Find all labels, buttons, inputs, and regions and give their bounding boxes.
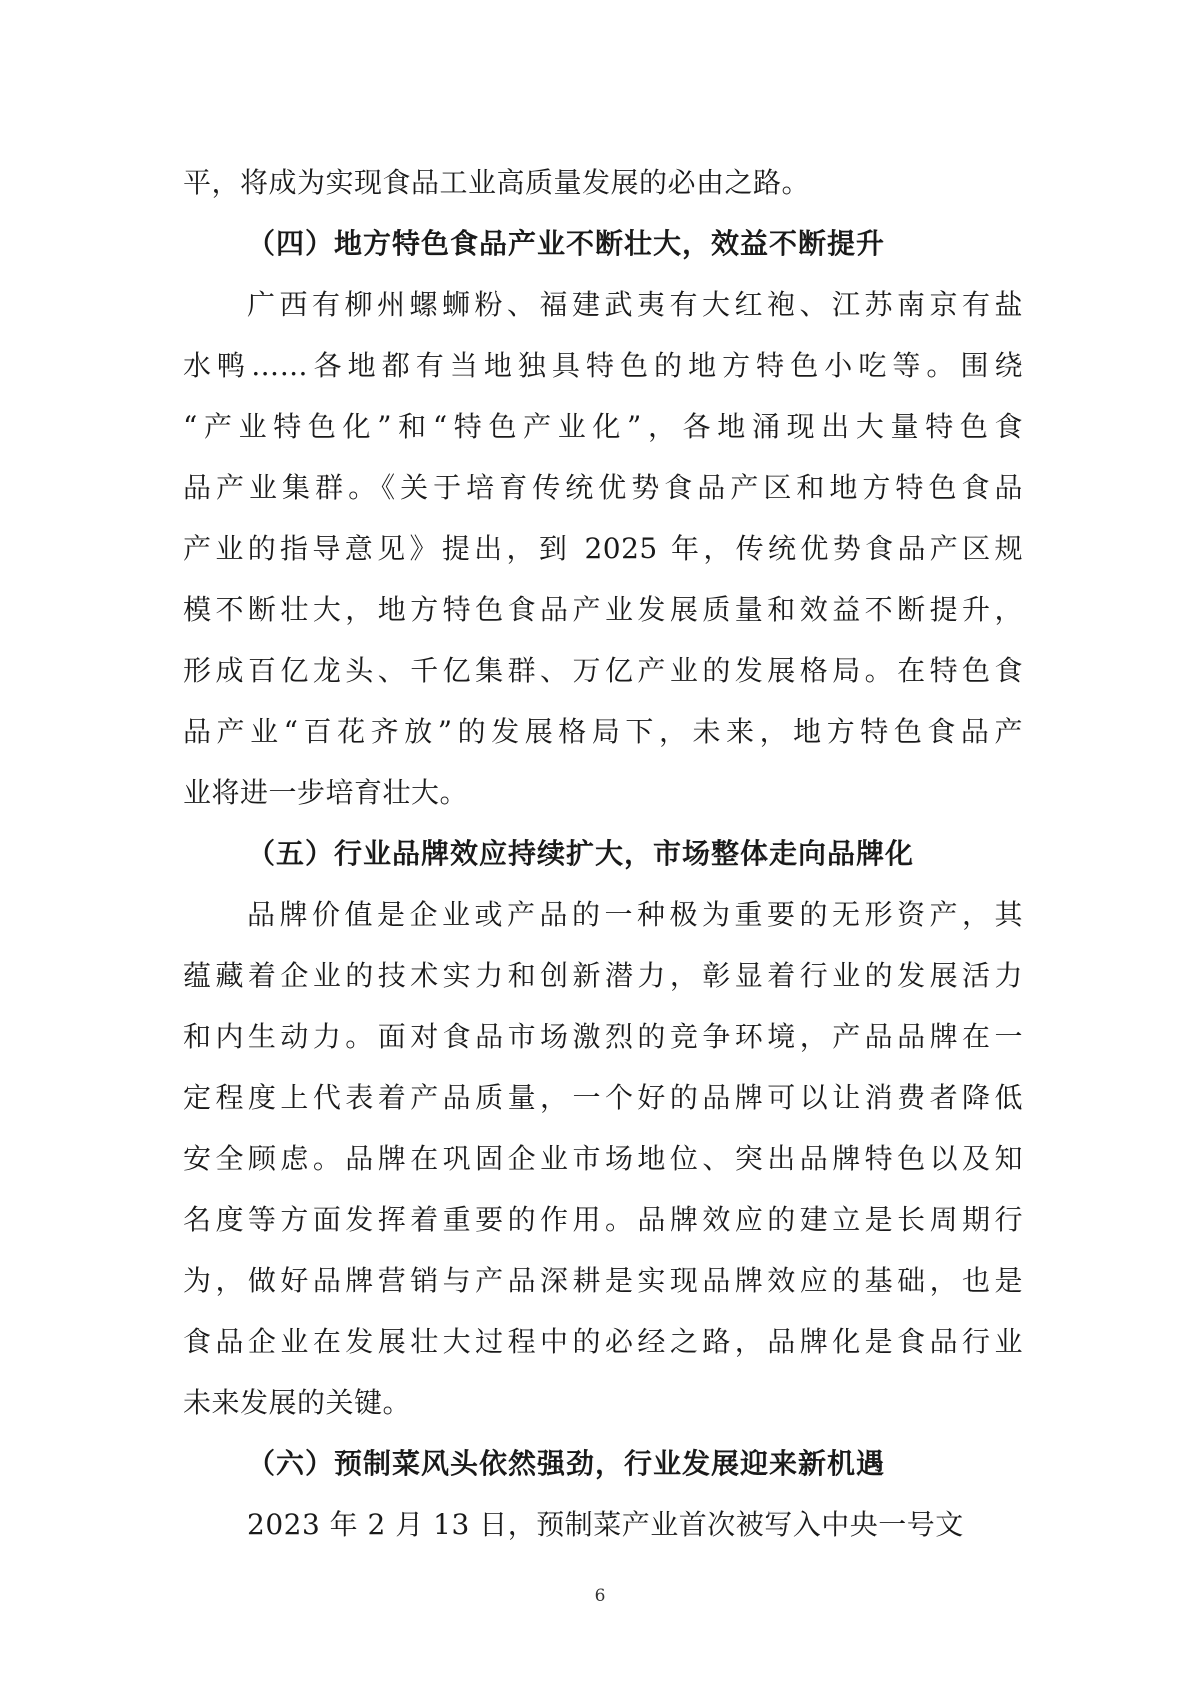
paragraph-line: 和内生动力。面对食品市场激烈的竞争环境，产品品牌在一 (183, 1020, 1023, 1053)
paragraph-line: 为，做好品牌营销与产品深耕是实现品牌效应的基础，也是 (183, 1264, 1023, 1297)
section-heading-5: （五）行业品牌效应持续扩大，市场整体走向品牌化 (247, 837, 915, 870)
paragraph-line: 产业的指导意见》提出，到 2025 年，传统优势食品产区规 (183, 532, 1023, 565)
paragraph-line: 2023 年 2 月 13 日，预制菜产业首次被写入中央一号文 (247, 1508, 964, 1541)
section-heading-4: （四）地方特色食品产业不断壮大，效益不断提升 (247, 227, 886, 260)
paragraph-line: 品产业集群。《关于培育传统优势食品产区和地方特色食品 (183, 471, 1023, 504)
paragraph-line: “产业特色化”和“特色产业化”，各地涌现出大量特色食 (183, 410, 1023, 443)
paragraph-line: 业将进一步培育壮大。 (183, 776, 469, 809)
paragraph-line: 模不断壮大，地方特色食品产业发展质量和效益不断提升， (183, 593, 1023, 626)
paragraph-line: 名度等方面发挥着重要的作用。品牌效应的建立是长周期行 (183, 1203, 1023, 1236)
paragraph-line: 品牌价值是企业或产品的一种极为重要的无形资产，其 (247, 898, 1023, 931)
paragraph-line: 平，将成为实现食品工业高质量发展的必由之路。 (183, 166, 811, 199)
paragraph-line: 食品企业在发展壮大过程中的必经之路，品牌化是食品行业 (183, 1325, 1023, 1358)
section-heading-6: （六）预制菜风头依然强劲，行业发展迎来新机遇 (247, 1447, 886, 1480)
body-text (183, 152, 1023, 1555)
paragraph-line: 蕴藏着企业的技术实力和创新潜力，彰显着行业的发展活力 (183, 959, 1023, 992)
paragraph-line: 品产业“百花齐放”的发展格局下，未来，地方特色食品产 (183, 715, 1023, 748)
paragraph-line: 广西有柳州螺蛳粉、福建武夷有大红袍、江苏南京有盐 (247, 288, 1023, 321)
paragraph-line: 定程度上代表着产品质量，一个好的品牌可以让消费者降低 (183, 1081, 1023, 1114)
paragraph-line: 水鸭……各地都有当地独具特色的地方特色小吃等。围绕 (183, 349, 1023, 382)
paragraph-line: 未来发展的关键。 (183, 1386, 412, 1419)
page-number: 6 (594, 1586, 606, 1606)
paragraph-line: 安全顾虑。品牌在巩固企业市场地位、突出品牌特色以及知 (183, 1142, 1023, 1175)
paragraph-line: 形成百亿龙头、千亿集群、万亿产业的发展格局。在特色食 (183, 654, 1023, 687)
